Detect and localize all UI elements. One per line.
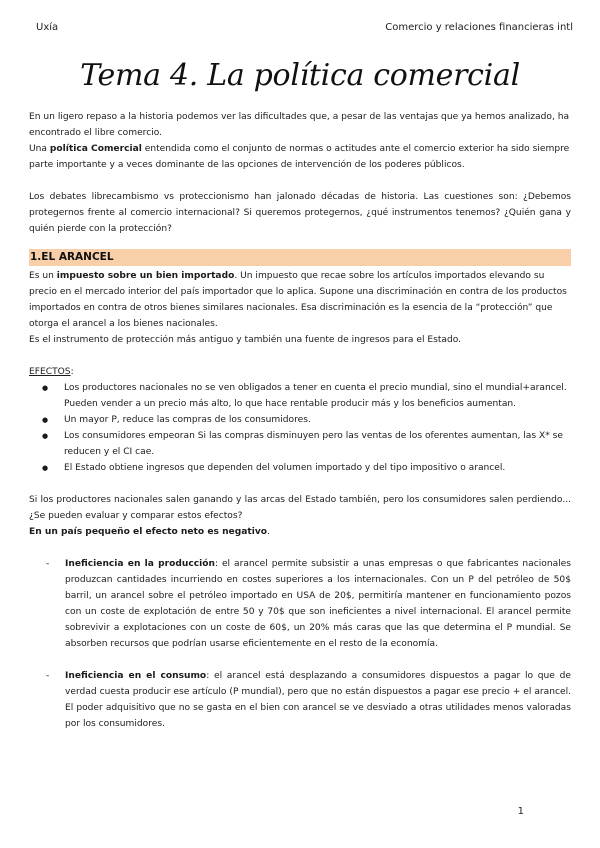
document-body: [29, 109, 571, 732]
def-start: Es un: [29, 271, 57, 281]
inefficiency-list: [29, 556, 571, 732]
list-item: ● Los consumidores empeoran Si las compras disminuyen pero las ventas de los oferentes aumentan, las X* se reducen y el CI cae.: [64, 428, 571, 460]
header-course: Comercio y relaciones financieras intl: [385, 22, 573, 33]
net-effect-dot: .: [267, 527, 270, 537]
section-heading-arancel: 1.EL ARANCEL: [29, 249, 571, 266]
inefficiency-consumption: [65, 668, 571, 732]
page-number: 1: [517, 806, 524, 817]
intro-paragraph-1: En un ligero repaso a la historia podemos ver las dificultades que, a pesar de las ventajas que ya hemos analizado, ha encontrado el libre comercio.: [29, 112, 570, 138]
ineff-production-title: Ineficiencia en la producción: [65, 559, 215, 569]
ineff-production-text: : el arancel permite subsistir a unas empresas o que fabricantes nacionales produzcan cantidades incurriendo en costes superiores a los internacionales. Con un P del petróleo de 50$ barril, un arancel sobre el petróleo importado en USA de 20$, permitiría mantener en funcionamiento pozos con un coste de explotación de entre 50 y 70$ que son ineficientes a nivel internacional. El arancel permite sobrevivir a explotaciones con un coste de 60$, un 20% más caras que las que determina el P mundial. Se absorben recursos que podrían usarse eficientemente en el resto de la economía.: [65, 559, 572, 649]
intro-p2-end: entendida como el conjunto de normas o actitudes ante el comercio exterior ha sido siempre parte importante y a veces dominante de las opciones de intervención de los poderes públicos.: [29, 144, 570, 170]
list-item: ● Los productores nacionales no se ven obligados a tener en cuenta el precio mundial, sino el mundial+arancel. Pueden vender a un precio más alto, lo que hace rentable producir más y los beneficios aumentan.: [64, 380, 571, 412]
effects-label-colon: :: [70, 367, 74, 377]
summary-paragraph: Si los productores nacionales salen ganando y las arcas del Estado también, pero los consumidores salen perdiendo... ¿Se pueden evaluar y comparar estos efectos?: [29, 495, 571, 521]
intro-p2-start: Una: [29, 144, 50, 154]
inefficiency-production: [65, 556, 571, 652]
effects-label: [29, 364, 571, 380]
intro-p2-bold: política Comercial: [49, 144, 142, 154]
header-author: Uxía: [36, 22, 59, 33]
intro-paragraph-2: [29, 141, 571, 173]
effects-label-text: EFECTOS: [29, 367, 71, 377]
def-end: . Un impuesto que recae sobre los artículos importados elevando su precio en el mercado interior del país importador que lo aplica. Supone una discriminación en contra de los productos importados en contra de otros bienes similares nacionales. Esa discriminación es la esencia de la “protección” que otorga el arancel a los bienes nacionales.: [29, 271, 567, 329]
ineff-consumption-text: : el arancel está desplazando a consumidores dispuestos a pagar lo que de verdad cuesta producir ese artículo (P mundial), pero que no están dispuestos a pagar ese precio + el arancel. El poder adquisitivo que no se gasta en el bien con arancel se ve desviado a otras utilidades menos valoradas por los consumidores.: [65, 671, 571, 729]
arancel-definition-2: Es el instrumento de protección más antiguo y también una fuente de ingresos para el Estado.: [29, 335, 462, 345]
intro-paragraph-3: Los debates librecambismo vs proteccionismo han jalonado décadas de historia. Las cuestiones son: ¿Debemos protegernos frente al comercio internacional? Si queremos protegernos, ¿qué instrumentos tenemos? ¿Quién gana y quién pierde con la protección?: [29, 192, 571, 234]
page-title: Tema 4. La política comercial: [80, 58, 520, 93]
def-bold: impuesto sobre un bien importado: [56, 271, 235, 281]
ineff-consumption-title: Ineficiencia en el consumo: [65, 671, 207, 681]
net-effect-bold: En un país pequeño el efecto neto es negativo: [29, 527, 267, 537]
list-item: ● Un mayor P, reduce las compras de los consumidores.: [64, 412, 571, 428]
arancel-definition: [29, 268, 571, 332]
list-item: ● El Estado obtiene ingresos que dependen del volumen importado y del tipo impositivo o arancel.: [64, 460, 571, 476]
net-effect-statement: [29, 524, 571, 540]
effects-list: [29, 380, 571, 476]
